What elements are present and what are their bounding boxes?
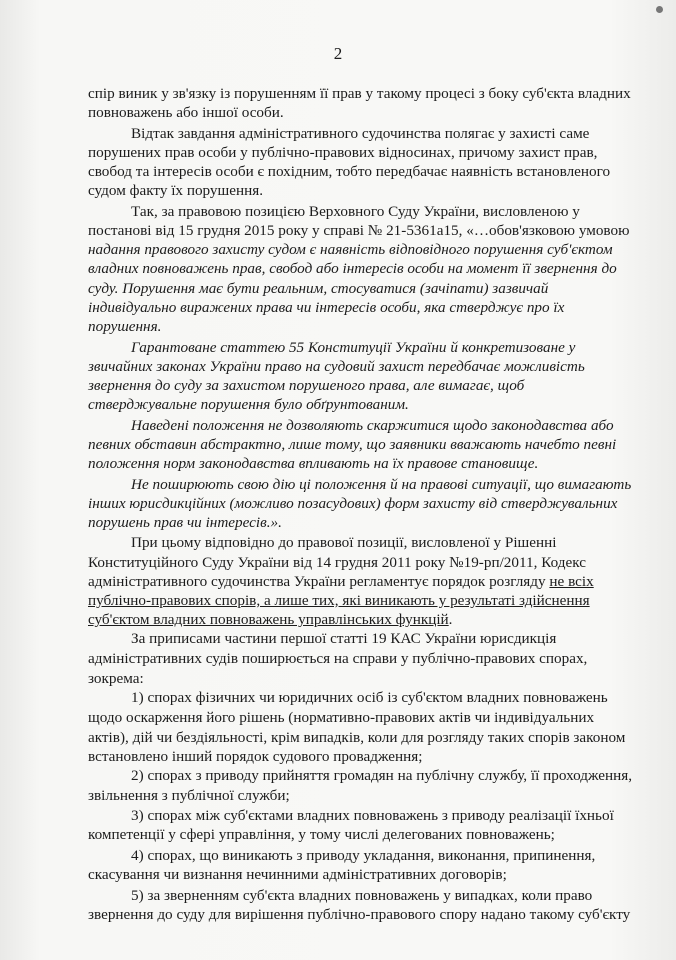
- text-line: положення норм законодавства впливають на їх правове становище.: [88, 455, 539, 472]
- text-line: звернення до суду для вирішення публічно-правового спору надано такому суб'єкту: [88, 905, 631, 923]
- text-line: [88, 572, 644, 592]
- text-line: Так, за правовою позицією Верховного Суду України, висловленою у: [131, 202, 580, 220]
- text-line: За приписами частини першої статті 19 КАС України юрисдикція: [131, 630, 557, 648]
- text-run: адміністративного судочинства України регламентує порядок розгляду: [88, 572, 550, 590]
- text-line: індивідуально виражених права чи інтересів особи, яка стверджує про їх: [88, 298, 565, 316]
- underlined-text: не всіх: [549, 572, 594, 590]
- text-line: 2) спорах з приводу прийняття громадян на публічну службу, її проходження,: [131, 767, 633, 785]
- text-line: порушень прав чи інтересів.».: [88, 513, 282, 531]
- text-line: стверджувальне порушення було обґрунтованим.: [88, 396, 409, 414]
- text-line: звільнення з публічної служби;: [88, 786, 290, 804]
- text-line: інших юрисдикційних (можливо позасудових) форм захисту від стверджувальних: [88, 494, 618, 512]
- text-line: скасування чи визнання нечинними адміністративних договорів;: [88, 866, 507, 883]
- text-line: звернення до суду за захистом порушеного права, але вимагає, щоб: [88, 376, 525, 394]
- text-line: судом факту їх порушення.: [88, 182, 263, 200]
- underlined-text: суб'єктом владних повноважень управлінських функцій: [88, 611, 449, 629]
- text-line: 1) спорах фізичних чи юридичних осіб із суб'єктом владних повноважень: [131, 689, 608, 707]
- text-line: Конституційного Суду України від 14 грудня 2011 року №19-рп/2011, Кодекс: [88, 553, 586, 571]
- text-line: щодо оскарження його рішень (нормативно-правових актів чи індивідуальних: [88, 708, 595, 726]
- underlined-text-line: публічно-правових спорів, а лише тих, які виникають у результаті здійснення: [88, 592, 590, 609]
- text-line: порушених прав особи у публічно-правових відносинах, причому захист прав,: [88, 143, 598, 161]
- text-line: Гарантоване статтею 55 Конституції України й конкретизоване у: [131, 338, 576, 356]
- text-line: [88, 610, 452, 630]
- text-line: порушення.: [88, 318, 162, 335]
- text-line: 4) спорах, що виникають з приводу укладання, виконання, припинення,: [131, 846, 596, 864]
- text-line: владних повноважень прав, свобод або інтересів особи на момент її звернення до: [88, 260, 617, 278]
- text-line: надання правового захисту судом є наявність відповідного порушення суб'єктом: [88, 241, 613, 259]
- text-line: звичайних законах України право на судовий захист передбачає можливість: [88, 357, 585, 375]
- text-line: При цьому відповідно до правової позиції, висловленої у Рішенні: [131, 534, 557, 552]
- text-line: актів), дій чи бездіяльності, крім випадків, коли для розгляду таких спорів законом: [88, 729, 626, 746]
- text-line: адміністративних судів поширюється на справи у публічно-правових спорах,: [88, 649, 588, 667]
- text-line: певних обставин абстрактно, лише тому, що заявники вважають начебто певні: [88, 435, 617, 453]
- text-line: Не поширюють свою дію ці положення й на правові ситуації, що вимагають: [131, 475, 632, 493]
- scan-mark: [656, 6, 663, 13]
- text-line: компетенції у сфері управління, у тому числі делегованих повноважень;: [88, 826, 555, 844]
- text-line: 3) спорах між суб'єктами владних повноважень з приводу реалізації їхньої: [131, 807, 614, 825]
- text-line: постанові від 15 грудня 2015 року у справі № 21-5361а15, «…обов'язковою умовою: [88, 222, 630, 239]
- text-line: суду. Порушення має бути реальним, стосуватися (зачіпати) зазвичай: [88, 279, 549, 297]
- text-line: спір виник у зв'язку із порушенням її прав у такому процесі з боку суб'єкта владних: [88, 85, 631, 102]
- text-line: Наведені положення не дозволяють скаржитися щодо законодавства або: [131, 416, 614, 434]
- text-run: .: [448, 611, 453, 629]
- text-line: Відтак завдання адміністративного судочинства полягає у захисті саме: [131, 124, 590, 142]
- text-line: свобод та інтересів особи є похідним, тобто передбачає наявність встановленого: [88, 163, 611, 181]
- text-line: 5) за зверненням суб'єкта владних повноважень у випадках, коли право: [131, 886, 593, 904]
- page-number: 2: [333, 44, 343, 63]
- text-line: повноважень або іншої особи.: [88, 104, 284, 122]
- text-line: зокрема:: [88, 670, 144, 688]
- text-line: встановлено інший порядок судового провадження;: [88, 748, 423, 766]
